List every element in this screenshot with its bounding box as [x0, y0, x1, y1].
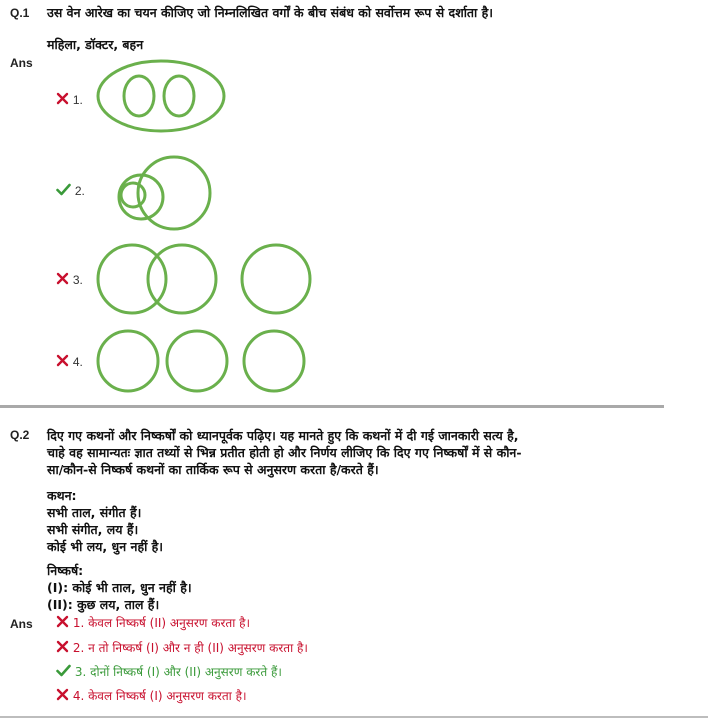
- question-line: दिए गए कथनों और निष्कर्षों को ध्यानपूर्वक पढ़िए। यह मानते हुए कि कथनों में दी गई जानकारी सत्य है,: [47, 428, 519, 443]
- check-icon: [56, 664, 71, 681]
- cross-icon: [56, 615, 69, 632]
- conclusion: (I): कोई भी ताल, धुन नहीं है।: [47, 580, 192, 595]
- option-4[interactable]: [56, 688, 247, 705]
- conclusions-block: [47, 562, 192, 613]
- question-number: Q.2: [10, 428, 30, 442]
- option-2[interactable]: [56, 183, 85, 200]
- bottom-divider: [0, 716, 708, 718]
- cross-icon: [56, 92, 69, 109]
- conclusions-heading: निष्कर्ष:: [47, 563, 84, 578]
- question-line: चाहे वह सामान्यतः ज्ञात तथ्यों से भिन्न प्रतीत होती हो और निर्णय लीजिए कि दिए गए निष्कर्षों में से कौन-: [47, 445, 522, 460]
- venn-diagram-option-4: [94, 328, 312, 394]
- check-icon: [56, 183, 71, 200]
- statement: सभी ताल, संगीत हैं।: [47, 505, 142, 520]
- statements-block: [47, 487, 163, 555]
- statement: सभी संगीत, लय हैं।: [47, 522, 139, 537]
- option-label: 2.: [74, 184, 85, 198]
- question-line: सा/कौन-से निष्कर्ष कथनों का तार्किक रूप से अनुसरण करता है/करते हैं।: [47, 462, 379, 477]
- option-1[interactable]: [56, 92, 83, 109]
- option-text: 2. न तो निष्कर्ष (I) और न ही (II) अनुसरण करता है।: [72, 641, 308, 655]
- question-text: उस वेन आरेख का चयन कीजिए जो निम्नलिखित वर्गों के बीच संबंध को सर्वोत्तम रूप से दर्शाता है।: [47, 5, 494, 20]
- cross-icon: [56, 272, 69, 289]
- venn-diagram-option-2: [110, 155, 220, 235]
- cross-icon: [56, 688, 69, 705]
- option-3[interactable]: [56, 664, 282, 681]
- option-label: 4.: [72, 355, 83, 369]
- venn-diagram-option-3: [94, 242, 320, 316]
- cross-icon: [56, 640, 69, 657]
- question-divider: [0, 405, 664, 408]
- question-number: Q.1: [10, 6, 30, 20]
- cross-icon: [56, 354, 69, 371]
- question-terms: महिला, डॉक्टर, बहन: [47, 37, 144, 52]
- answer-label: Ans: [10, 56, 33, 70]
- option-label: 3.: [72, 273, 83, 287]
- option-text: 3. दोनों निष्कर्ष (I) और (II) अनुसरण करते हैं।: [74, 665, 282, 679]
- option-4[interactable]: [56, 354, 83, 371]
- answer-label: Ans: [10, 617, 33, 631]
- option-2[interactable]: [56, 640, 308, 657]
- question-text: [47, 427, 522, 478]
- venn-diagram-option-1: [93, 56, 233, 138]
- option-label: 1.: [72, 93, 83, 107]
- option-3[interactable]: [56, 272, 83, 289]
- option-1[interactable]: [56, 615, 250, 632]
- conclusion: (II): कुछ लय, ताल हैं।: [47, 597, 160, 612]
- option-text: 1. केवल निष्कर्ष (II) अनुसरण करता है।: [72, 616, 251, 630]
- statements-heading: कथन:: [47, 488, 77, 503]
- option-text: 4. केवल निष्कर्ष (I) अनुसरण करता है।: [72, 689, 247, 703]
- statement: कोई भी लय, धुन नहीं है।: [47, 539, 164, 554]
